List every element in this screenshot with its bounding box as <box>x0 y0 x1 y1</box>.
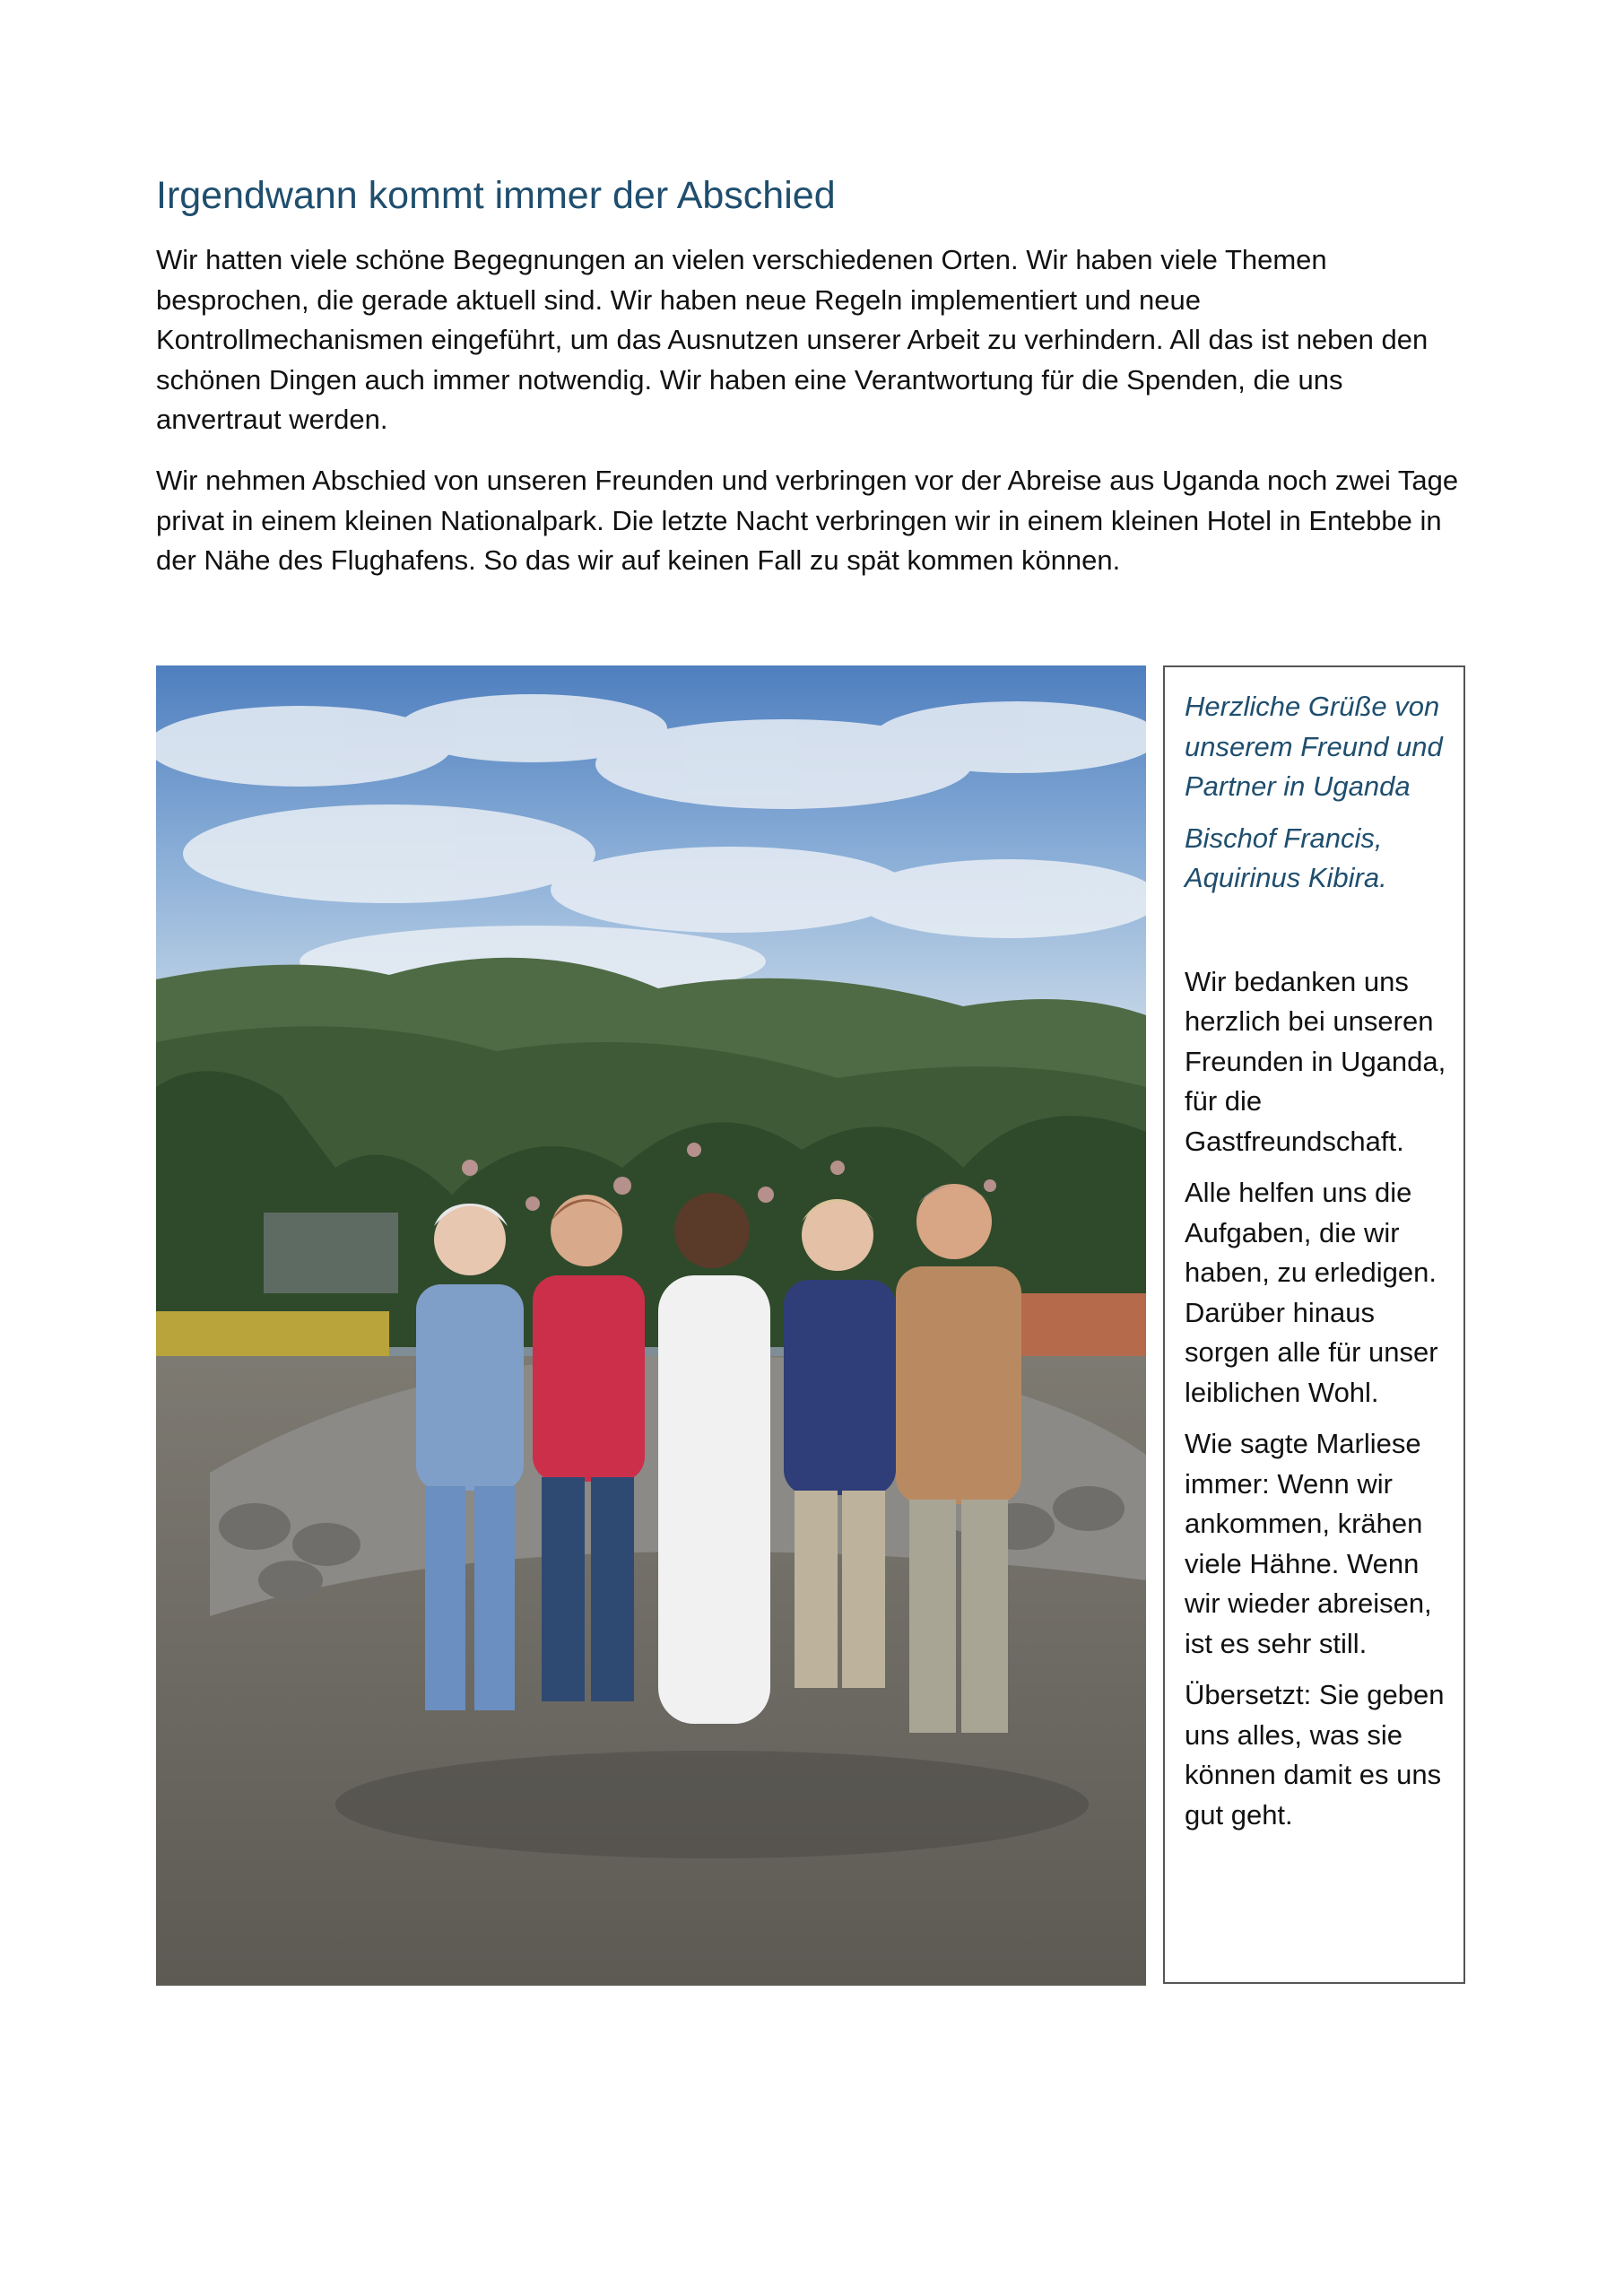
group-photo <box>156 665 1146 1986</box>
section-heading: Irgendwann kommt immer der Abschied <box>156 174 836 217</box>
greeting-line-1: Herzliche Grüße von unserem Freund und Partner in Uganda <box>1185 691 1443 802</box>
thanks-paragraph-4: Übersetzt: Sie geben uns alles, was sie können damit es uns gut geht. <box>1185 1679 1445 1831</box>
sidebar-text-box <box>1163 665 1465 1984</box>
greeting-line-2: Bischof Francis, Aquirinus Kibira. <box>1185 822 1387 893</box>
body-paragraph-2: Wir nehmen Abschied von unseren Freunden und verbringen vor der Abreise aus Uganda noch zwei Tage privat in einem kleinen Nationalpark. Die letzte Nacht verbringen wir in einem kleinen Hotel in Entebbe in der Nähe des Flughafens. So das wir auf keinen Fall zu spät kommen können. <box>156 465 1459 576</box>
thanks-paragraph-1: Wir bedanken uns herzlich bei unseren Freunden in Uganda, für die Gastfreundschaft. <box>1185 965 1446 1157</box>
spacer <box>1185 910 1454 962</box>
group-photo-illustration <box>156 665 1146 1986</box>
body-paragraph-1: Wir hatten viele schöne Begegnungen an vielen verschiedenen Orten. Wir haben viele Themen besprochen, die gerade aktuell sind. Wir haben neue Regeln implementiert und neue Kontrollmechanismen eingeführt, um das Ausnutzen unserer Arbeit zu verhindern. All das ist neben den schönen Dingen auch immer notwendig. Wir haben eine Verantwortung für die Spenden, die uns anvertraut werden. <box>156 244 1429 435</box>
thanks-paragraph-3: Wie sagte Marliese immer: Wenn wir ankommen, krähen viele Hähne. Wenn wir wieder abreisen, ist es sehr still. <box>1185 1428 1432 1659</box>
thanks-paragraph-2: Alle helfen uns die Aufgaben, die wir haben, zu erledigen. Darüber hinaus sorgen alle für unser leiblichen Wohl. <box>1185 1177 1438 1408</box>
